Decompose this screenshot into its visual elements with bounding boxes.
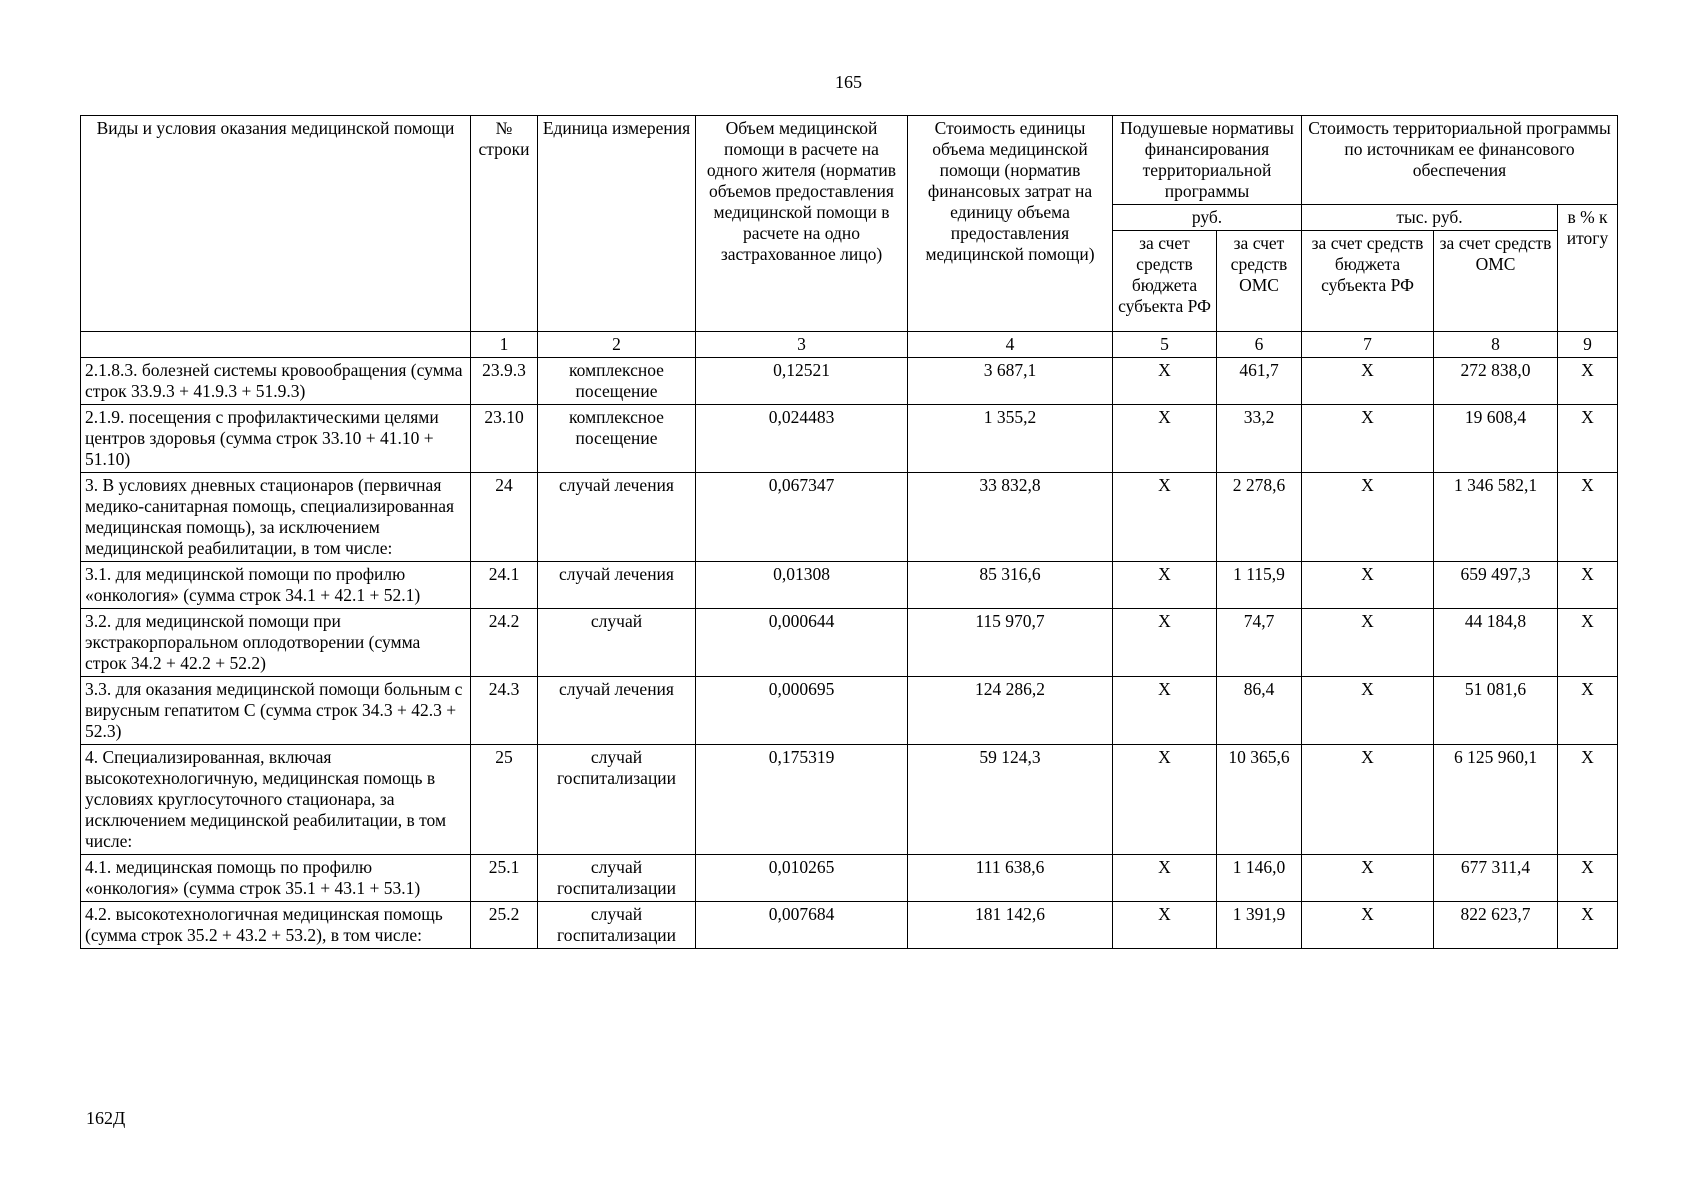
row-budget-rub: Х xyxy=(1113,855,1217,902)
column-number: 3 xyxy=(696,332,908,358)
column-number: 7 xyxy=(1302,332,1434,358)
row-percent: Х xyxy=(1558,405,1618,473)
table-row xyxy=(81,745,1618,855)
row-cost: 1 355,2 xyxy=(908,405,1113,473)
column-number: 5 xyxy=(1113,332,1217,358)
row-unit: комплексное посещение xyxy=(538,405,696,473)
row-name: 4. Специализированная, включая высокотехнологичную, медицинская помощь в условиях круглосуточного стационара, за исключением медицинской реабилитации, в том числе: xyxy=(81,745,471,855)
row-name: 2.1.9. посещения с профилактическими целями центров здоровья (сумма строк 33.10 + 41.10 + 51.10) xyxy=(81,405,471,473)
header-unit-cost: Стоимость единицы объема медицинской помощи (норматив финансовых затрат на единицу объема предоставления медицинской помощи) xyxy=(908,116,1113,332)
row-budget-thousand: Х xyxy=(1302,902,1434,949)
row-cost: 181 142,6 xyxy=(908,902,1113,949)
row-volume: 0,024483 xyxy=(696,405,908,473)
row-oms-rub: 10 365,6 xyxy=(1217,745,1302,855)
header-unit: Единица измерения xyxy=(538,116,696,332)
column-number: 8 xyxy=(1434,332,1558,358)
header-unit-rub: руб. xyxy=(1113,205,1302,231)
row-line-no: 24 xyxy=(471,473,538,562)
row-line-no: 23.10 xyxy=(471,405,538,473)
header-unit-thousand-rub: тыс. руб. xyxy=(1302,205,1558,231)
row-volume: 0,007684 xyxy=(696,902,908,949)
row-percent: Х xyxy=(1558,902,1618,949)
table-row xyxy=(81,902,1618,949)
row-budget-thousand: Х xyxy=(1302,358,1434,405)
row-oms-thousand: 822 623,7 xyxy=(1434,902,1558,949)
row-oms-rub: 1 146,0 xyxy=(1217,855,1302,902)
medical-care-table xyxy=(80,115,1618,949)
row-unit: случай госпитализации xyxy=(538,855,696,902)
row-cost: 33 832,8 xyxy=(908,473,1113,562)
row-oms-rub: 86,4 xyxy=(1217,677,1302,745)
row-volume: 0,000695 xyxy=(696,677,908,745)
row-cost: 115 970,7 xyxy=(908,609,1113,677)
header-oms-thousand: за счет средств ОМС xyxy=(1434,231,1558,332)
row-oms-rub: 1 115,9 xyxy=(1217,562,1302,609)
row-budget-thousand: Х xyxy=(1302,473,1434,562)
row-volume: 0,067347 xyxy=(696,473,908,562)
row-budget-thousand: Х xyxy=(1302,745,1434,855)
table-row xyxy=(81,677,1618,745)
row-percent: Х xyxy=(1558,855,1618,902)
row-unit: случай госпитализации xyxy=(538,902,696,949)
row-volume: 0,12521 xyxy=(696,358,908,405)
row-name: 3.2. для медицинской помощи при экстракорпоральном оплодотворении (сумма строк 34.2 + 42.2 + 52.2) xyxy=(81,609,471,677)
column-number-blank xyxy=(81,332,471,358)
header-line-no: № строки xyxy=(471,116,538,332)
table-row xyxy=(81,405,1618,473)
row-budget-thousand: Х xyxy=(1302,405,1434,473)
row-oms-rub: 2 278,6 xyxy=(1217,473,1302,562)
row-oms-rub: 74,7 xyxy=(1217,609,1302,677)
row-oms-thousand: 19 608,4 xyxy=(1434,405,1558,473)
column-number: 1 xyxy=(471,332,538,358)
header-oms-rub: за счет средств ОМС xyxy=(1217,231,1302,332)
page-number: 165 xyxy=(835,72,862,92)
row-budget-rub: Х xyxy=(1113,358,1217,405)
row-oms-thousand: 6 125 960,1 xyxy=(1434,745,1558,855)
row-name: 4.2. высокотехнологичная медицинская помощь (сумма строк 35.2 + 43.2 + 53.2), в том числе: xyxy=(81,902,471,949)
row-percent: Х xyxy=(1558,562,1618,609)
footer-document-code: 162Д xyxy=(86,1108,126,1128)
table-row xyxy=(81,358,1618,405)
row-volume: 0,000644 xyxy=(696,609,908,677)
row-cost: 3 687,1 xyxy=(908,358,1113,405)
row-unit: случай xyxy=(538,609,696,677)
row-budget-rub: Х xyxy=(1113,609,1217,677)
row-percent: Х xyxy=(1558,745,1618,855)
row-name: 3.3. для оказания медицинской помощи больным с вирусным гепатитом С (сумма строк 34.3 + 42.3 + 52.3) xyxy=(81,677,471,745)
row-percent: Х xyxy=(1558,358,1618,405)
row-name: 4.1. медицинская помощь по профилю «онкология» (сумма строк 35.1 + 43.1 + 53.1) xyxy=(81,855,471,902)
header-program-cost-group: Стоимость территориальной программы по источникам ее финансового обеспечения xyxy=(1302,116,1618,205)
row-cost: 124 286,2 xyxy=(908,677,1113,745)
header-budget-thousand: за счет средств бюджета субъекта РФ xyxy=(1302,231,1434,332)
row-oms-thousand: 677 311,4 xyxy=(1434,855,1558,902)
row-volume: 0,01308 xyxy=(696,562,908,609)
header-per-capita-group: Подушевые нормативы финансирования территориальной программы xyxy=(1113,116,1302,205)
row-oms-rub: 461,7 xyxy=(1217,358,1302,405)
row-line-no: 24.3 xyxy=(471,677,538,745)
row-oms-thousand: 44 184,8 xyxy=(1434,609,1558,677)
header-row-1 xyxy=(81,116,1618,205)
column-number: 9 xyxy=(1558,332,1618,358)
column-numbers-row xyxy=(81,332,1618,358)
row-budget-thousand: Х xyxy=(1302,677,1434,745)
header-budget-rub: за счет средств бюджета субъекта РФ xyxy=(1113,231,1217,332)
row-budget-thousand: Х xyxy=(1302,855,1434,902)
row-unit: комплексное посещение xyxy=(538,358,696,405)
row-name: 3.1. для медицинской помощи по профилю «онкология» (сумма строк 34.1 + 42.1 + 52.1) xyxy=(81,562,471,609)
row-line-no: 24.1 xyxy=(471,562,538,609)
row-percent: Х xyxy=(1558,473,1618,562)
row-cost: 111 638,6 xyxy=(908,855,1113,902)
row-cost: 59 124,3 xyxy=(908,745,1113,855)
row-oms-thousand: 659 497,3 xyxy=(1434,562,1558,609)
row-line-no: 24.2 xyxy=(471,609,538,677)
header-type: Виды и условия оказания медицинской помощи xyxy=(81,116,471,332)
row-line-no: 23.9.3 xyxy=(471,358,538,405)
row-oms-thousand: 51 081,6 xyxy=(1434,677,1558,745)
row-name: 3. В условиях дневных стационаров (первичная медико-санитарная помощь, специализированная медицинская помощь), за исключением медицинской реабилитации, в том числе: xyxy=(81,473,471,562)
row-name: 2.1.8.3. болезней системы кровообращения (сумма строк 33.9.3 + 41.9.3 + 51.9.3) xyxy=(81,358,471,405)
row-oms-rub: 1 391,9 xyxy=(1217,902,1302,949)
row-oms-thousand: 272 838,0 xyxy=(1434,358,1558,405)
row-line-no: 25 xyxy=(471,745,538,855)
row-budget-thousand: Х xyxy=(1302,609,1434,677)
column-number: 4 xyxy=(908,332,1113,358)
row-volume: 0,010265 xyxy=(696,855,908,902)
column-number: 6 xyxy=(1217,332,1302,358)
row-oms-thousand: 1 346 582,1 xyxy=(1434,473,1558,562)
row-percent: Х xyxy=(1558,677,1618,745)
row-budget-rub: Х xyxy=(1113,745,1217,855)
row-oms-rub: 33,2 xyxy=(1217,405,1302,473)
header-percent-total: в % к итогу xyxy=(1558,205,1618,332)
row-unit: случай лечения xyxy=(538,473,696,562)
header-volume: Объем медицинской помощи в расчете на одного жителя (норматив объемов предоставления медицинской помощи в расчете на одно застрахованное лицо) xyxy=(696,116,908,332)
row-line-no: 25.2 xyxy=(471,902,538,949)
row-unit: случай лечения xyxy=(538,562,696,609)
row-budget-rub: Х xyxy=(1113,473,1217,562)
row-cost: 85 316,6 xyxy=(908,562,1113,609)
table-row xyxy=(81,562,1618,609)
row-budget-rub: Х xyxy=(1113,677,1217,745)
row-budget-rub: Х xyxy=(1113,902,1217,949)
row-volume: 0,175319 xyxy=(696,745,908,855)
row-percent: Х xyxy=(1558,609,1618,677)
column-number: 2 xyxy=(538,332,696,358)
row-budget-thousand: Х xyxy=(1302,562,1434,609)
table-row xyxy=(81,473,1618,562)
row-budget-rub: Х xyxy=(1113,405,1217,473)
table-row xyxy=(81,855,1618,902)
row-budget-rub: Х xyxy=(1113,562,1217,609)
row-unit: случай лечения xyxy=(538,677,696,745)
row-line-no: 25.1 xyxy=(471,855,538,902)
table-row xyxy=(81,609,1618,677)
row-unit: случай госпитализации xyxy=(538,745,696,855)
